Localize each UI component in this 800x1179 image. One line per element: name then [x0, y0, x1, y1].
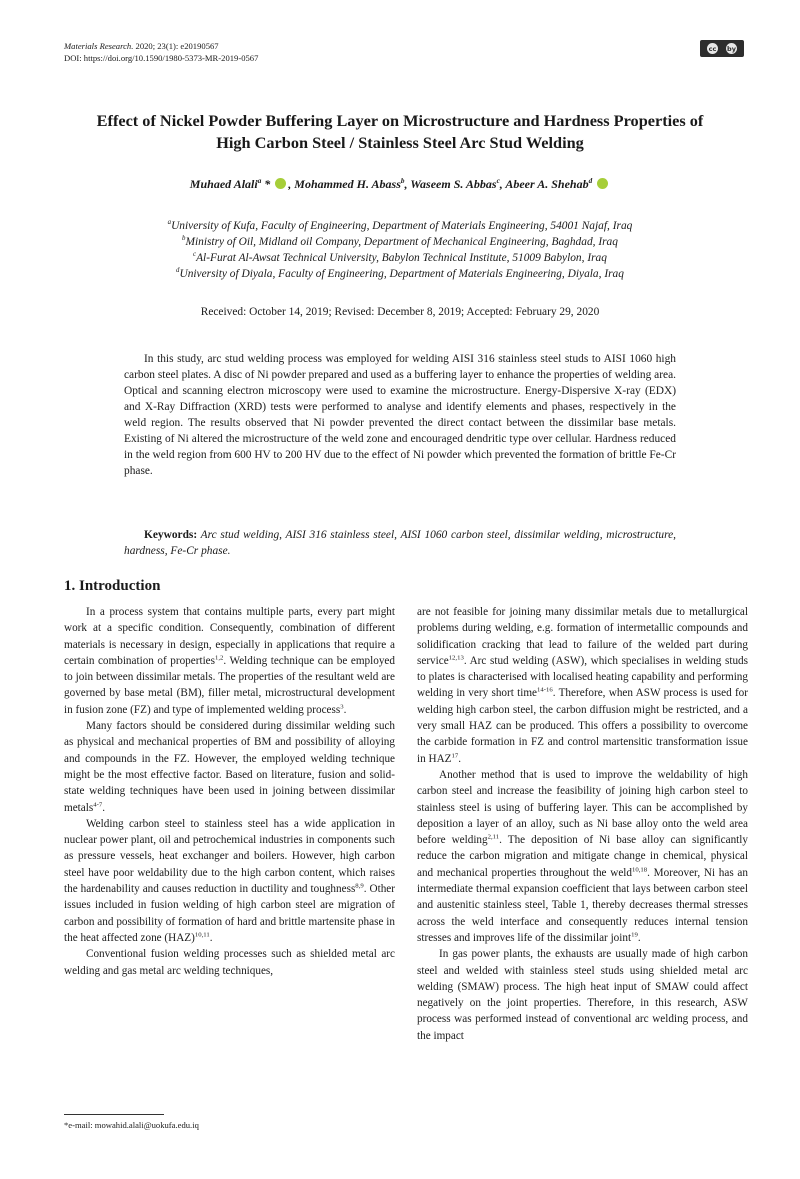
- text: . Arc stud welding (ASW), which specialises in welding studs to plates is characterised with localised heating capability and performing welding in very short time: [417, 654, 748, 700]
- citation-ref[interactable]: 19: [631, 931, 638, 939]
- citation-ref[interactable]: 10,11: [194, 931, 210, 939]
- paragraph: [64, 816, 395, 946]
- citation-ref[interactable]: 8,9: [355, 882, 364, 890]
- citation-ref[interactable]: 2,11: [487, 833, 500, 841]
- text: are not feasible for joining many dissimilar metals due to metallurgical problems during welding, e.g. formation of intermetallic compounds and solidification cracking that lead to failure of the welded part during service: [417, 606, 748, 667]
- affil-sup: b: [182, 235, 186, 243]
- keywords-label: Keywords:: [144, 529, 198, 541]
- author-name: , Mohammed H. Abass: [288, 177, 401, 191]
- affil-sup: a: [167, 219, 172, 227]
- affiliation: [40, 218, 760, 234]
- citation-ref[interactable]: 3: [340, 703, 344, 711]
- affil-text: University of Kufa, Faculty of Engineering, Department of Materials Engineering, 54001 Najaf, Iraq: [171, 220, 633, 232]
- received-dates: Received: October 14, 2019; Revised: December 8, 2019; Accepted: February 29, 2020: [200, 306, 600, 318]
- affiliations: [40, 218, 760, 282]
- paragraph: [417, 604, 748, 767]
- keywords: [124, 527, 676, 559]
- paragraph: Conventional fusion welding processes such as shielded metal arc welding and gas metal arc welding techniques,: [64, 948, 395, 977]
- title-line-1: Effect of Nickel Powder Buffering Layer on Microstructure and Hardness Properties of: [96, 111, 704, 130]
- text: . Welding technique can be employed to join between dissimilar metals. The properties of the resultant weld are governed by base metal (BM), filler metal, microstructural development in fusion zone (FZ) and type of implemented welding process: [64, 654, 395, 716]
- text: . The deposition of Ni base alloy can significantly reduce the carbon migration and mitigate change in chemical, physical and mechanical properties throughout the weld: [417, 834, 748, 879]
- paragraph: [64, 718, 395, 816]
- citation-ref[interactable]: 14-16: [537, 686, 553, 694]
- paragraph: [417, 767, 748, 946]
- journal-header: [64, 40, 258, 64]
- keywords-text: Arc stud welding, AISI 316 stainless steel, AISI 1060 carbon steel, dissimilar welding, microstructure, hardness, Fe-Cr phase.: [124, 529, 676, 557]
- orcid-icon[interactable]: [597, 178, 608, 189]
- right-column: [417, 604, 748, 1044]
- left-column: [64, 604, 395, 979]
- affiliation: [40, 266, 760, 282]
- citation-ref[interactable]: 17: [451, 751, 459, 759]
- cc-license-badge[interactable]: [700, 40, 744, 57]
- text: . Other issues included in fusion welding of high carbon steel are migration of carbon and possibility of formation of hard and brittle martensite phase in the heat affected zone (HAZ): [64, 883, 395, 944]
- author-affil-sup: b: [400, 177, 405, 185]
- text: . Moreover, Ni has an intermediate thermal expansion coefficient that lays between carbon steel and austenitic stainless steel, Table 1, thereby decreases thermal stresses across the weld interface and consequently reduces internal tension stresses and improves life of the dissimilar joint: [417, 866, 748, 944]
- text: Welding carbon steel to stainless steel has a wide application in nuclear power plant, oil and petrochemical industries in components such as pressure vessels, heat exchanger and boilers. However, high carbon steel have poor weldability due to the high carbon content, which raises the hardenability and causes reduction in ductility and toughness: [64, 817, 395, 896]
- text: .: [102, 801, 105, 814]
- text: .: [458, 752, 462, 765]
- footnote-divider: [64, 1114, 164, 1115]
- text: .: [637, 931, 641, 944]
- paragraph: In gas power plants, the exhausts are usually made of high carbon steel and welded with stainless steel studs using shielded metal arc welding (SMAW) process. The high heat input of SMAW could affect negatively on the joint properties. Therefore, in this research, ASW process was performed instead of conventional arc welding process, and the impact: [417, 948, 748, 1042]
- doi-link[interactable]: DOI: https://doi.org/10.1590/1980-5373-MR-2019-0567: [64, 53, 259, 63]
- affil-sup: d: [176, 267, 180, 275]
- author-affil-sup: c: [496, 177, 500, 185]
- affiliation: [40, 234, 760, 250]
- journal-name: Materials Research.: [64, 41, 134, 51]
- citation: 2020; 23(1): e20190567: [133, 41, 219, 51]
- citation-ref[interactable]: 4-7: [93, 800, 103, 808]
- author-name: , Abeer A. Shehab: [499, 177, 589, 191]
- abstract: In this study, arc stud welding process was employed for welding AISI 316 stainless steel studs to AISI 1060 high carbon steel plates. A disc of Ni powder prepared and used as a buffering layer to enhance the properties of welding area. Optical and scanning electron microscopy were used to examine the microstructure. Energy-Dispersive X-ray (EDX) and X-Ray Diffraction (XRD) tests were performed to analyse and identify elements and phases, respectively in the weld region. The results observed that Ni powder prevented the direct contact between the dissimilar base metals. Existing of Ni altered the microstructure of the weld zone and encouraged dendritic type over cellular. Hardness reduced in the weld region from 600 HV to 200 HV due to the effect of Ni powder which prevented the formation of brittle Fe-Cr phase.: [124, 353, 676, 477]
- corresponding-mark: *: [261, 177, 271, 191]
- text: In a process system that contains multiple parts, every part might work at a specific condition. Consequently, combination of different materials is necessary in design, especially in applications that require a certain combination of properties: [64, 606, 395, 667]
- author-name: Muhaed Alali: [189, 177, 258, 191]
- section-heading: 1. Introduction: [64, 578, 161, 594]
- author-list: [40, 177, 760, 192]
- author-affil-sup: d: [588, 177, 593, 185]
- title-line-2: High Carbon Steel / Stainless Steel Arc Stud Welding: [216, 133, 584, 152]
- citation-ref[interactable]: 1,2: [215, 654, 224, 662]
- affil-text: University of Diyala, Faculty of Engineering, Department of Materials Engineering, Diyala, Iraq: [179, 268, 624, 280]
- corresponding-email[interactable]: *e-mail: mowahid.alali@uokufa.edu.iq: [64, 1120, 199, 1130]
- author-affil-sup: a: [257, 177, 262, 185]
- affiliation: [40, 250, 760, 266]
- paragraph: [64, 604, 395, 718]
- text: Another method that is used to improve the weldability of high carbon steel and increase the feasibility of joining high carbon steel to stainless steel is using of buffering layer. This can be accomplished by deposition a layer of an alloy, such as Ni base alloy onto the weld area before welding: [417, 768, 748, 847]
- text: Many factors should be considered during dissimilar welding such as physical and mechanical properties of BM and possibility of alloying and compounds in the FZ. However, the employed welding technique might be the most effective factor. Based on literature, fusion and solid-state welding techniques have been used in joining between dissimilar metals: [64, 720, 395, 814]
- author-name: , Waseem S. Abbas: [404, 177, 497, 191]
- citation-ref[interactable]: 12,13: [448, 654, 464, 662]
- affil-sup: c: [193, 251, 197, 259]
- text: . Therefore, when ASW process is used for welding high carbon steel, the carbon diffusion might be restricted, and a very small HAZ can be produced. This offers a possibility to overcome the carbide formation in FZ and control martensitic transformation issue in HAZ: [417, 687, 748, 765]
- text: .: [343, 703, 347, 716]
- affil-text: Ministry of Oil, Midland oil Company, Department of Mechanical Engineering, Baghdad, Iraq: [185, 236, 618, 248]
- citation-ref[interactable]: 10,18: [632, 866, 648, 874]
- text: .: [209, 931, 213, 944]
- paper-title: [40, 110, 760, 154]
- affil-text: Al-Furat Al-Awsat Technical University, Babylon Technical Institute, 51009 Babylon, Iraq: [196, 252, 607, 264]
- orcid-icon[interactable]: [275, 178, 286, 189]
- cc-icon: cc: [708, 44, 717, 53]
- by-icon: by: [727, 44, 736, 53]
